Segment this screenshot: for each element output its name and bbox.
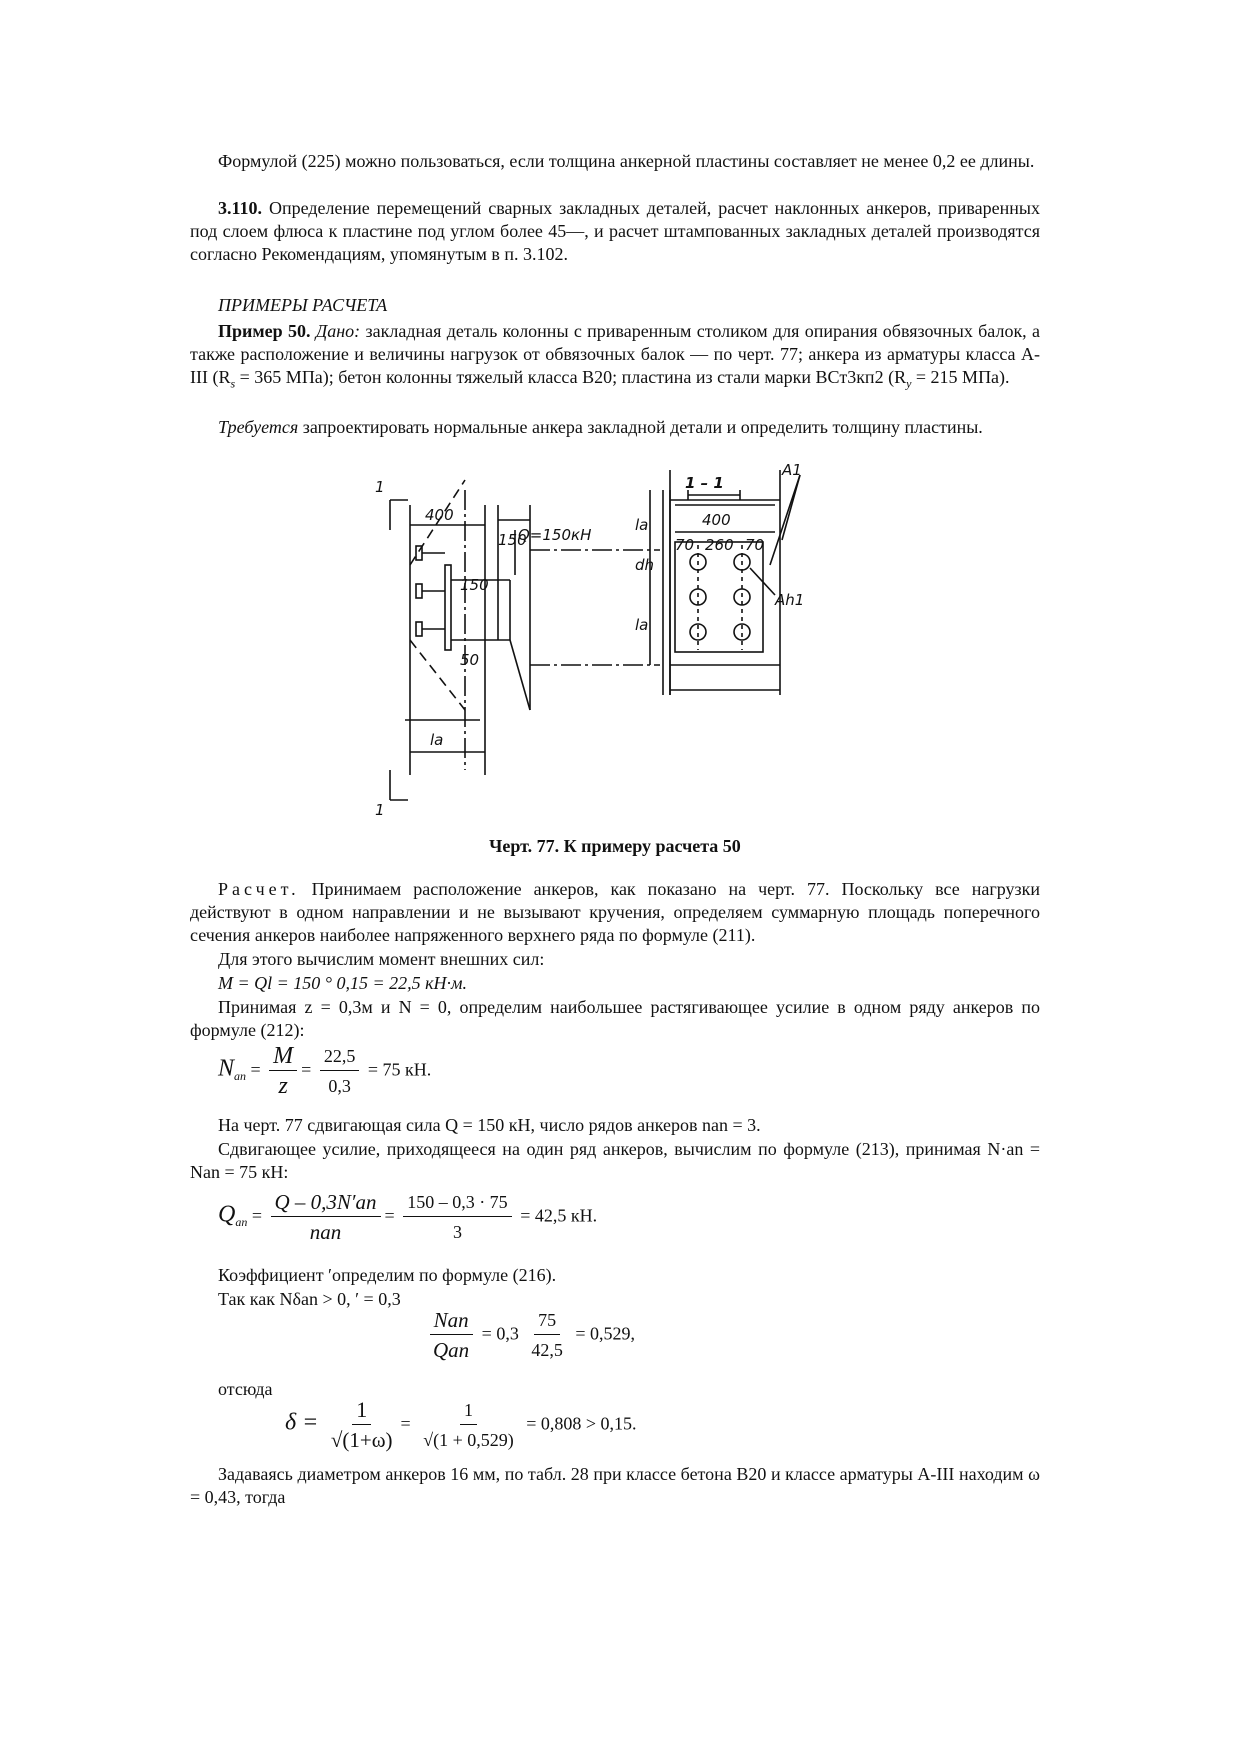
sub: y	[906, 376, 912, 391]
dim-150: 150	[498, 531, 527, 549]
eq-lhs: N	[218, 1055, 235, 1082]
paragraph-3-110	[190, 197, 1040, 266]
figure-77-drawing	[375, 461, 920, 820]
paragraph-required	[190, 416, 1040, 439]
eq-lhs: Q	[218, 1201, 236, 1228]
numerator: 22,5	[320, 1042, 360, 1071]
dim-la-top: la	[635, 516, 649, 534]
numerator: Nan	[430, 1306, 473, 1335]
clause-number: 3.110.	[218, 198, 263, 218]
dim-70-left: 70	[675, 536, 695, 554]
paragraph: Задаваясь диаметром анкеров 16 мм, по табл. 28 при классе бетона В20 и классе арматуры А-III находим ω = 0,43, тогда	[190, 1464, 1040, 1507]
denominator: √(1 + 0,529)	[423, 1430, 514, 1450]
section-mark-bottom: 1	[375, 801, 385, 819]
dim-la-bottom: la	[635, 616, 649, 634]
paragraph-calculation	[190, 878, 1040, 947]
sub: s	[230, 376, 236, 391]
eq-coef: = 0,3	[481, 1323, 519, 1344]
dim-400-left: 400	[425, 506, 454, 524]
dim-70-right: 70	[745, 536, 765, 554]
paragraph-formula-225	[190, 150, 1040, 173]
dim-400-right: 400	[702, 511, 731, 529]
heading-text: ПРИМЕРЫ РАСЧЕТА	[218, 295, 388, 315]
paragraph-example-50	[190, 320, 1040, 396]
numerator: 150 – 0,3 · 75	[403, 1188, 512, 1217]
text: запроектировать нормальные анкера закладной детали и определить толщину пластины.	[298, 417, 983, 437]
required-label: Требуется	[218, 417, 299, 437]
text: = 365 МПа); бетон колонны тяжелый класса В20; пластина из стали марки ВСт3кп2 (R	[235, 367, 907, 387]
denominator: nan	[309, 1220, 342, 1244]
numerator: 75	[534, 1306, 560, 1335]
eq-result: = 75 кН.	[367, 1059, 432, 1080]
sub: an	[234, 1069, 247, 1084]
paragraph: Принимая z = 0,3м и N = 0, определим наибольшее растягивающее усилие в одном ряду анкеров по формуле (212):	[190, 997, 1040, 1040]
eq-lhs: δ =	[285, 1409, 319, 1436]
denominator: 3	[452, 1222, 462, 1242]
load-label: Q=150кН	[518, 526, 592, 544]
denominator: √(1+ω)	[330, 1428, 393, 1452]
dim-150-vertical: 150	[460, 576, 489, 594]
numerator: M	[269, 1042, 297, 1071]
dim-50: 50	[460, 651, 480, 669]
denominator: 0,3	[328, 1076, 351, 1096]
equation-delta: δ = $\frac{1}{√(1+\omega)}$ = $\frac{1}{√(1 + 0,529)}$ = 0,808 > 0,15.	[285, 1396, 637, 1455]
numerator: 1	[460, 1396, 477, 1425]
denominator: z	[278, 1073, 288, 1099]
eq-result: = 0,808 > 0,15.	[526, 1413, 637, 1434]
paragraph: Сдвигающее усилие, приходящееся на один ряд анкеров, вычислим по формуле (213), принимая N·an = Nan = 75 кН:	[190, 1139, 1040, 1182]
label-a1: A1	[782, 461, 802, 479]
sub: an	[235, 1215, 248, 1230]
paragraph: отсюда	[218, 1379, 273, 1399]
text: = 215 МПа).	[911, 367, 1010, 387]
denominator: Qan	[433, 1338, 470, 1362]
dim-260: 260	[705, 536, 734, 554]
text: Принимаем расположение анкеров, как показано на черт. 77. Поскольку все нагрузки действуют в одном направлении и не вызывают кручения, определяем суммарную площадь поперечного сечения анкеров наиболее напряженного верхнего ряда по формуле (211).	[190, 879, 1040, 945]
dim-dh: dh	[635, 556, 655, 574]
paragraph: Так как Nδan > 0, ′ = 0,3	[218, 1289, 401, 1309]
equation-nan: $N_{an}$ = $\frac{M}{z}$ = $\frac{22,5}{0,3}$ = 75 кН.	[218, 1043, 432, 1099]
eq-result: = 42,5 кН.	[520, 1205, 598, 1226]
eq-result: = 0,529,	[575, 1323, 635, 1344]
paragraph: На черт. 77 сдвигающая сила Q = 150 кН, число рядов анкеров nan = 3.	[218, 1115, 761, 1135]
section-mark-top: 1	[375, 478, 385, 496]
text: Определение перемещений сварных закладных деталей, расчет наклонных анкеров, приваренных под слоем флюса к пластине под углом более 45—, и расчет штампованных закладных деталей производятся согласно Рекомендациям, упомянутым в п. 3.102.	[190, 198, 1040, 264]
calc-label: Расчет.	[218, 879, 300, 899]
paragraph: Коэффициент ′определим по формуле (216).	[218, 1265, 557, 1285]
section-title: 1 – 1	[685, 474, 724, 492]
given-label: Дано:	[315, 321, 361, 341]
label-ah1: Ah1	[775, 591, 805, 609]
paragraph: Для этого вычислим момент внешних сил:	[218, 949, 545, 969]
dim-la: la	[430, 731, 444, 749]
moment-formula: M = Ql = 150 ° 0,15 = 22,5 кН·м.	[218, 973, 468, 993]
example-label: Пример 50.	[218, 321, 311, 341]
denominator: 42,5	[531, 1340, 563, 1360]
text: закладная деталь колонны с приваренным столиком для опирания обвязочных балок, а также расположение и величины нагрузок от обвязочных балок — по черт. 77; анкера из арматуры класса А-III (R	[190, 321, 1040, 387]
equation-ratio	[425, 1306, 635, 1365]
equation-qan: $Q_{an}$ = $\frac{Q - 0,3N'an}{\text{nan}}$ = $\frac{150 - 0,3 \cdot 75}{3}$ = 42,5 кН.	[218, 1188, 597, 1247]
figure-caption: Черт. 77. К примеру расчета 50	[489, 836, 741, 856]
section-heading	[190, 294, 1040, 317]
numerator: Q – 0,3N′an	[271, 1188, 381, 1217]
text: Формулой (225) можно пользоваться, если толщина анкерной пластины составляет не менее 0,2 ее длины.	[218, 151, 1035, 171]
numerator: 1	[352, 1396, 371, 1425]
